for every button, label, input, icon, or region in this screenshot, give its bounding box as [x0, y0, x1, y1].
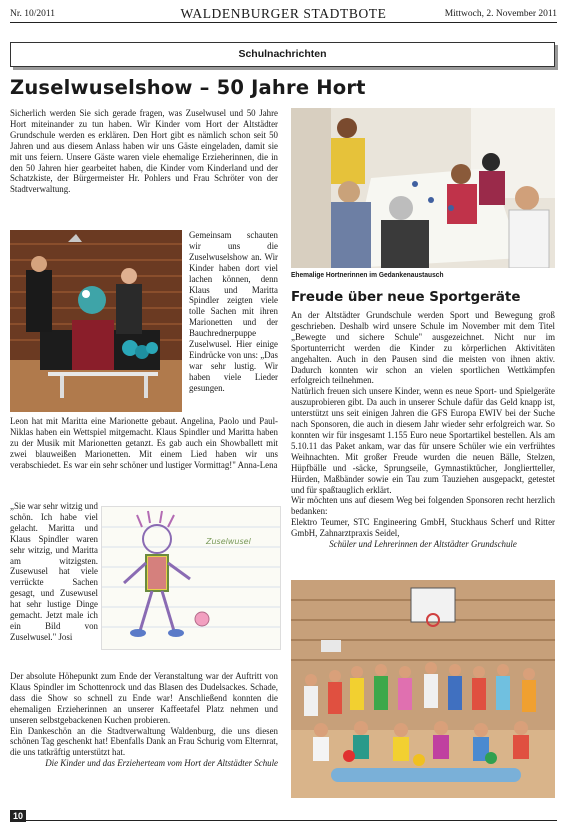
article-intro [10, 108, 278, 195]
gym-group-photo [291, 580, 555, 798]
article2-paragraph-2: Natürlich freuen sich unsere Kinder, wenn es neue Sport- und Spielgeräte auszuprobieren gibt. Da auch in unserer Schule dafür das Geld knapp ist, unterstützt uns seit einigen Jahren die GFS Europa EWIV bei der Suche nach Sponsoren, die auch in diesem Jahr wieder sehr erfolgreich war. So konnten wir für insgesamt 1.155 Euro neue Sportartikel bestellen. Als am 5.10.11 das Paket ankam, war das für unsere Schüler wie ein verfrühtes Weihnachten. Mit großer Freude wurden die neuen Bälle, Stelzen, Hüpfbälle und -säcke, Sprungseile, Gymnastiktücher, Jongliertteller, Hürden, Maßbänder sowie ein Tau zum Tauziehen ausgepackt, getestet und für spaßtauglich erklärt. [291, 386, 555, 495]
article-headline: Zuselwuselshow – 50 Jahre Hort [10, 76, 366, 99]
intro-paragraph: Sicherlich werden Sie sich gerade fragen, was Zuselwusel und 50 Jahre Hort miteinander zu tun haben. Wir Kinder vom Hort der Altstädter Grundschule werden es erklären. Den Hort gibt es nämlich schon seit 50 Jahren und aus diesem Anlass haben wir uns Gäste eingeladen, damit sie mit uns feiern. Unsere Gäste waren viele ehemalige Erzieherinnen, die in den 50 Jahren hier gearbeitet haben, die Kinder vom Kinderland und der Schatzkiste, der Bürgermeister Hr. Pohlers und Frau Schröter von der Stadtverwaltung. [10, 108, 278, 195]
child-drawing [101, 506, 281, 650]
page-header [10, 6, 557, 23]
drawing-label: Zuselwusel [206, 537, 251, 546]
quote-josi-text: „Sie war sehr witzig und schön. Ich habe viel gelacht. Maritta und Klaus Spindler waren sehr witzig, und Maritta am witzigsten. Zusewusel hat viele verrückte Sachen gesagt, und Zusewusel hat sehr lustige Dinge gemacht. Jetzt male ich ein Bild von Zuselwusel." Josi [10, 501, 98, 642]
section-banner: Schulnachrichten [10, 42, 555, 67]
article1-signature: Die Kinder und das Erzieherteam vom Hort der Altstädter Schule [45, 758, 278, 769]
article2-body [291, 310, 555, 550]
below-photo-paragraph: Leon hat mit Maritta eine Marionette gebaut. Angelina, Paolo und Paul-Niklas haben ein Wettspiel mitgemacht. Klaus Spindler und Maritta haben zu der Musik mit Marionetten getanzt. Es gab auch ein Showballett mit zwei blauweißen Marionetten. Mit einem Lied haben wir uns verabschiedet. Es war ein sehr schöner und lustiger Vormittag!" Anna-Lena [10, 416, 278, 470]
page-number: 10 [10, 810, 26, 822]
article2-signature: Schüler und Lehrerinnen der Altstädter Grundschule [329, 539, 517, 550]
article-closing [10, 671, 278, 769]
article2-paragraph-3: Wir möchten uns auf diesem Weg bei folgenden Sponsoren recht herzlich bedanken: [291, 495, 555, 517]
article2-headline: Freude über neue Sportgeräte [291, 290, 521, 305]
article-below-photo [10, 416, 278, 471]
closing-paragraph: Der absolute Höhepunkt zum Ende der Veranstaltung war der Auftritt von Klaus Spindler im Schottenrock und das Blasen des Dudelsackes. Schade, dass die Show so schnell zu Ende war! Anschließend konnten die ehemaligen Erzieherinnen an unserer Kaffeetafel Platz nehmen und unseren selbstgebackenen Kuchen probieren. [10, 671, 278, 725]
footer-rule [26, 820, 557, 821]
puppet-show-photo [10, 230, 182, 412]
article2-sponsors: Elektro Teumer, STC Engineering GmbH, Stuckhaus Scherf und Ritter GmbH, Zahnarztpraxis Seidel, [291, 517, 555, 539]
thanks-paragraph: Ein Dankeschön an die Stadtverwaltung Waldenburg, die uns diesen schönen Tag geschenkt hat! Ebenfalls Dank an Frau Schurig vom Elternrat, die uns tatkräftig unterstützt hat. [10, 725, 278, 758]
quote-josi [10, 501, 98, 643]
newspaper-title: WALDENBURGER STADTBOTE [180, 6, 387, 21]
header-rule [10, 22, 557, 23]
article-beside-photo [189, 230, 278, 394]
article2-paragraph-1: An der Altstädter Grundschule werden Sport und Bewegung groß geschrieben. Deshalb wird unsere Schule im November mit dem Titel „Bewegte und sichere Schule" ausgezeichnet. Nicht nur im Sportunterricht werden die Kinder zu körperlichen Aktivitäten angehalten. Auch in den Pausen sind die meisten von ihnen aktiv. Dadurch konnten wir schon an vielen sportlichen Wettkämpfen erfolgreich teilnehmen. [291, 310, 555, 386]
coffee-table-photo [291, 108, 555, 268]
issue-date: Mittwoch, 2. November 2011 [444, 9, 557, 19]
photo-caption: Ehemalige Hortnerinnen im Gedankenaustausch [291, 270, 444, 279]
issue-number: Nr. 10/2011 [10, 9, 56, 19]
beside-photo-paragraph: Gemeinsam schauten wir uns die Zuselwuselshow an. Wir Kinder haben dort viel lachen können, denn Klaus und Maritta Spindler zeigten viele tolle Sachen mit ihren Marionetten und der Bauchrednerpuppe Zuselwusel. Hier einige Eindrücke von uns: „Das war sehr lustig. Wir haben viele Lieder gesungen. [189, 230, 278, 393]
